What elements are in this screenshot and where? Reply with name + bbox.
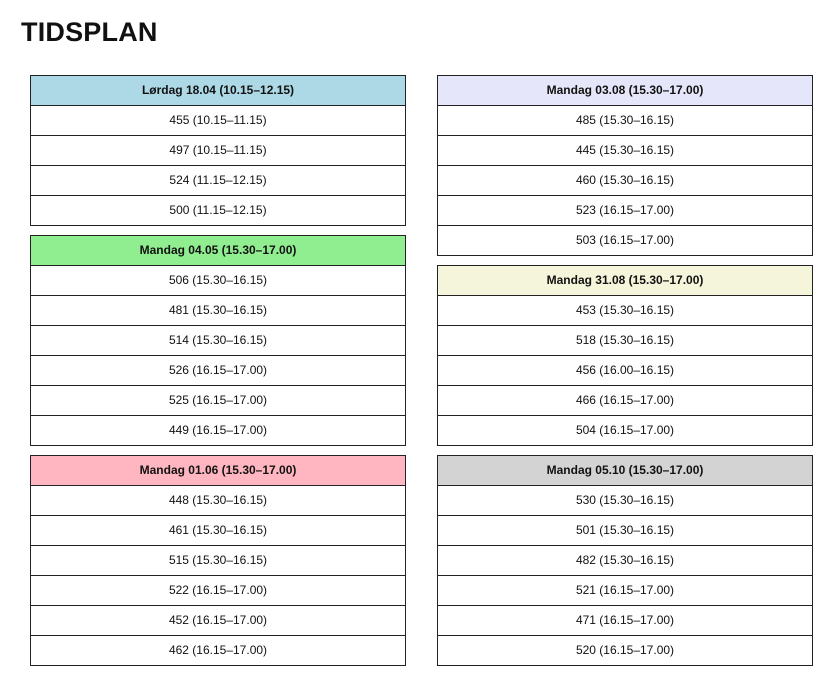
schedule-row: 466 (16.15–17.00) bbox=[438, 386, 812, 416]
schedule-row: 521 (16.15–17.00) bbox=[438, 576, 812, 606]
schedule-row: 456 (16.00–16.15) bbox=[438, 356, 812, 386]
schedule-row: 515 (15.30–16.15) bbox=[31, 546, 405, 576]
schedule-column-left bbox=[30, 75, 406, 675]
schedule-row: 526 (16.15–17.00) bbox=[31, 356, 405, 386]
schedule-row: 460 (15.30–16.15) bbox=[438, 166, 812, 196]
schedule-row: 523 (16.15–17.00) bbox=[438, 196, 812, 226]
schedule-row: 452 (16.15–17.00) bbox=[31, 606, 405, 636]
schedule-row: 471 (16.15–17.00) bbox=[438, 606, 812, 636]
schedule-row: 524 (11.15–12.15) bbox=[31, 166, 405, 196]
schedule-row: 455 (10.15–11.15) bbox=[31, 106, 405, 136]
schedule-row: 481 (15.30–16.15) bbox=[31, 296, 405, 326]
schedule-block bbox=[30, 455, 406, 666]
schedule-row: 514 (15.30–16.15) bbox=[31, 326, 405, 356]
schedule-row: 453 (15.30–16.15) bbox=[438, 296, 812, 326]
schedule-row: 497 (10.15–11.15) bbox=[31, 136, 405, 166]
schedule-row: 449 (16.15–17.00) bbox=[168, 423, 268, 437]
schedule-row: 520 (16.15–17.00) bbox=[575, 643, 675, 657]
schedule-block-header: Mandag 04.05 (15.30–17.00) bbox=[31, 236, 405, 266]
schedule-row: 530 (15.30–16.15) bbox=[438, 486, 812, 516]
schedule-block-header: Lørdag 18.04 (10.15–12.15) bbox=[31, 76, 405, 106]
schedule-row: 462 (16.15–17.00) bbox=[168, 643, 268, 657]
schedule-block bbox=[30, 75, 406, 226]
schedule-row: 518 (15.30–16.15) bbox=[438, 326, 812, 356]
schedule-block-header: Mandag 03.08 (15.30–17.00) bbox=[438, 76, 812, 106]
schedule-row: 482 (15.30–16.15) bbox=[438, 546, 812, 576]
schedule-row: 503 (16.15–17.00) bbox=[575, 233, 675, 247]
schedule-row: 522 (16.15–17.00) bbox=[31, 576, 405, 606]
schedule-row: 501 (15.30–16.15) bbox=[438, 516, 812, 546]
schedule-row: 500 (11.15–12.15) bbox=[169, 203, 267, 217]
schedule-block-header: Mandag 01.06 (15.30–17.00) bbox=[31, 456, 405, 486]
schedule-block-header: Mandag 31.08 (15.30–17.00) bbox=[438, 266, 812, 296]
schedule-row: 504 (16.15–17.00) bbox=[575, 423, 675, 437]
schedule-row: 445 (15.30–16.15) bbox=[438, 136, 812, 166]
schedule-row: 448 (15.30–16.15) bbox=[31, 486, 405, 516]
schedule-row: 525 (16.15–17.00) bbox=[31, 386, 405, 416]
schedule-row: 461 (15.30–16.15) bbox=[31, 516, 405, 546]
schedule-block bbox=[30, 235, 406, 446]
schedule-row: 485 (15.30–16.15) bbox=[438, 106, 812, 136]
schedule-block bbox=[437, 265, 813, 446]
schedule-block-header: Mandag 05.10 (15.30–17.00) bbox=[438, 456, 812, 486]
page-title: TIDSPLAN bbox=[21, 17, 158, 47]
schedule-column-right bbox=[437, 75, 813, 675]
schedule-block bbox=[437, 75, 813, 256]
schedule-block bbox=[437, 455, 813, 666]
schedule-row: 506 (15.30–16.15) bbox=[31, 266, 405, 296]
